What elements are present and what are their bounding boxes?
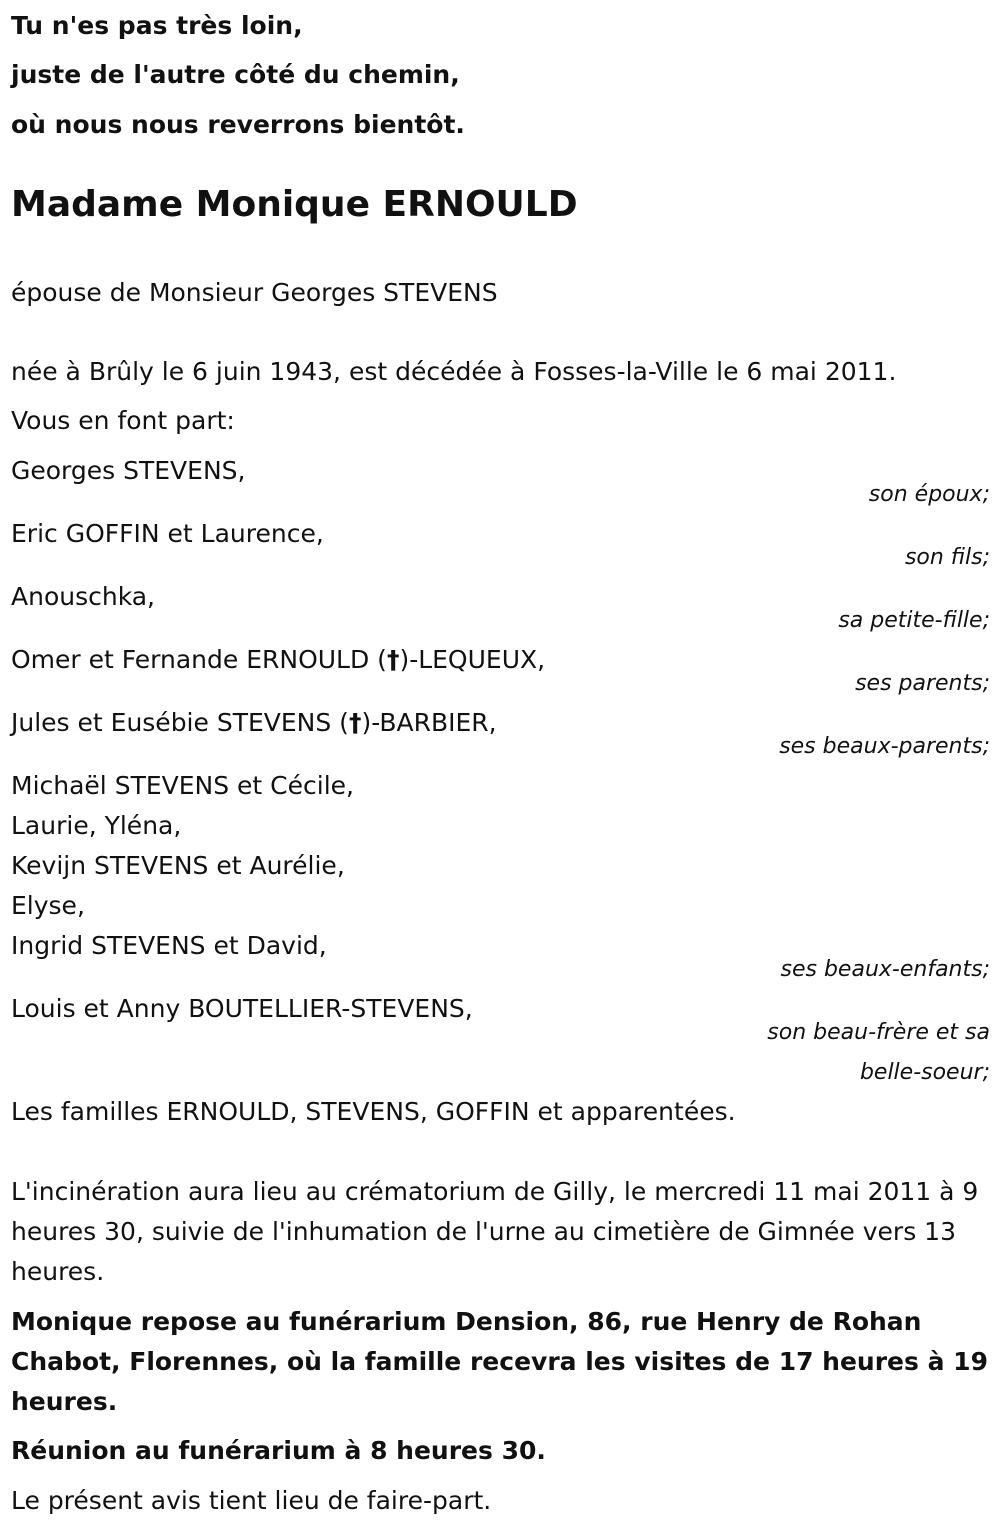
mourner-relation: sa petite-fille; <box>838 608 990 633</box>
mourner-name-part: )-LEQUEUX, <box>399 645 546 674</box>
reunion-line: Réunion au funérarium à 8 heures 30. <box>11 1436 546 1465</box>
mourner-name: Kevijn STEVENS et Aurélie, <box>11 851 345 880</box>
mourner-name: Michaël STEVENS et Cécile, <box>11 771 354 800</box>
mourner-name: Elyse, <box>11 891 85 920</box>
repose-paragraph: Monique repose au funérarium Dension, 86, rue Henry de Rohan Chabot, Florennes, où la famille recevra les visites de 17 heures à 19 heures. <box>11 1307 988 1416</box>
cross-icon: † <box>348 708 362 737</box>
mourner-relation: son beau-frère et sa <box>767 1020 990 1045</box>
footer-note: Le présent avis tient lieu de faire-part. <box>11 1486 492 1515</box>
mourner-relation: son fils; <box>904 545 990 570</box>
deceased-name: Madame Monique ERNOULD <box>11 184 578 225</box>
mourner-name: Ingrid STEVENS et David, <box>11 931 327 960</box>
poem-line: Tu n'es pas très loin, <box>11 11 303 40</box>
families-line: Les familles ERNOULD, STEVENS, GOFFIN et apparentées. <box>11 1097 736 1126</box>
mourner-name-part: Omer et Fernande ERNOULD ( <box>11 645 387 674</box>
mourner-name-part: Jules et Eusébie STEVENS ( <box>11 708 349 737</box>
mourner-name-part: )-BARBIER, <box>361 708 497 737</box>
birth-death-line: née à Brûly le 6 juin 1943, est décédée à Fosses-la-Ville le 6 mai 2011. <box>11 357 897 386</box>
ceremony-paragraph: L'incinération aura lieu au crématorium de Gilly, le mercredi 11 mai 2011 à 9 heures 30, suivie de l'inhumation de l'urne au cimetière de Gimnée vers 13 heures. <box>11 1177 979 1286</box>
spouse-line: épouse de Monsieur Georges STEVENS <box>11 278 498 307</box>
mourner-name: Eric GOFFIN et Laurence, <box>11 519 324 548</box>
mourner-name: Louis et Anny BOUTELLIER-STEVENS, <box>11 994 473 1023</box>
mourner-relation: ses beaux-parents; <box>779 734 990 759</box>
cross-icon: † <box>386 645 400 674</box>
mourner-relation: ses parents; <box>855 671 990 696</box>
mourner-relation: ses beaux-enfants; <box>780 957 990 982</box>
mourner-name <box>11 645 545 675</box>
mourner-relation: belle-soeur; <box>859 1060 990 1085</box>
mourner-name: Georges STEVENS, <box>11 456 246 485</box>
mourner-name: Laurie, Yléna, <box>11 811 182 840</box>
mourner-name <box>11 708 497 738</box>
poem-line: où nous nous reverrons bientôt. <box>11 110 465 139</box>
mourner-name: Anouschka, <box>11 582 156 611</box>
announcement-intro: Vous en font part: <box>11 406 235 435</box>
mourner-relation: son époux; <box>868 482 990 507</box>
poem-line: juste de l'autre côté du chemin, <box>11 60 460 89</box>
